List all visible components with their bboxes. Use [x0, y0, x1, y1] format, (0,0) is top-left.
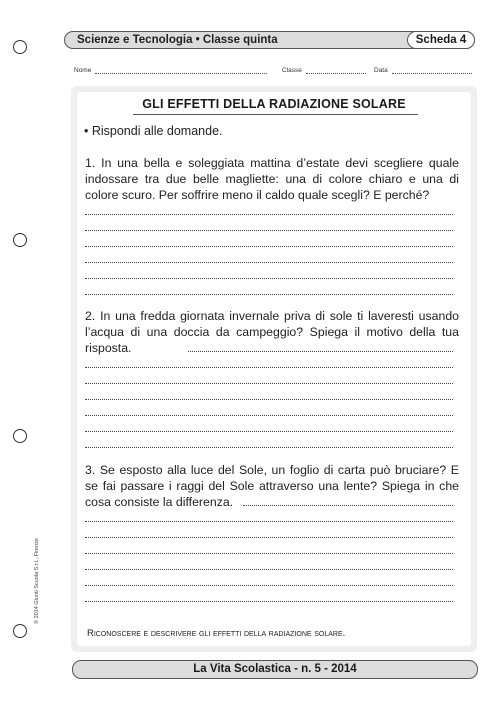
header-bar [64, 31, 475, 49]
answer-line[interactable] [85, 229, 453, 231]
question-number: 1. [85, 156, 96, 170]
binder-hole [13, 624, 27, 638]
answer-line[interactable] [85, 277, 453, 279]
answer-line[interactable] [85, 245, 453, 247]
question-2 [85, 308, 459, 356]
question-3 [85, 462, 459, 510]
learning-objective: Riconoscere e descrivere gli effetti della radiazione solare. [87, 628, 346, 639]
binder-hole [13, 40, 27, 54]
binder-hole [13, 233, 27, 247]
class-field[interactable] [282, 66, 366, 74]
answer-line[interactable] [85, 366, 453, 368]
question-text: Se esposto alla luce del Sole, un foglio di carta può bruciare? E se fai passare i raggi del Sole attraverso una lente? Spiega in che cosa consiste la differenza. [85, 463, 459, 509]
date-field[interactable] [374, 66, 472, 74]
answer-line[interactable] [85, 520, 453, 522]
answer-line[interactable] [85, 398, 453, 400]
footer-bar: La Vita Scolastica - n. 5 - 2014 [72, 660, 478, 679]
answer-line[interactable] [85, 261, 453, 263]
question-number: 3. [85, 463, 96, 477]
subject-title: Scienze e Tecnologia • Classe quinta [77, 34, 278, 46]
question-text: In una bella e soleggiata mattina d’estate devi scegliere quale indossare tra due belle magliette: una di colore chiaro e una di colore scuro. Per soffrire meno il caldo quale scegli? E perché? [85, 156, 460, 202]
answer-line[interactable] [85, 414, 453, 416]
answer-line[interactable] [85, 382, 453, 384]
answer-line[interactable] [85, 568, 453, 570]
question-number: 2. [85, 309, 96, 323]
name-label: Nome [74, 67, 92, 74]
instruction-text: • Rispondi alle domande. [84, 124, 223, 138]
title-underline [133, 114, 418, 115]
answer-line[interactable] [85, 213, 453, 215]
answer-line[interactable] [188, 350, 453, 352]
date-label: Data [374, 67, 388, 74]
answer-line[interactable] [243, 504, 453, 506]
answer-line[interactable] [85, 430, 453, 432]
name-field[interactable] [74, 66, 267, 74]
answer-line[interactable] [85, 536, 453, 538]
question-1 [85, 155, 459, 203]
answer-line[interactable] [85, 584, 453, 586]
class-label: Classe [282, 67, 302, 74]
worksheet-title: GLI EFFETTI DELLA RADIAZIONE SOLARE [142, 97, 406, 111]
question-text: In una fredda giornata invernale priva di sole ti laveresti usando l’acqua di una doccia da campeggio? Spiega il motivo della tua risposta. [85, 309, 459, 355]
answer-line[interactable] [85, 293, 453, 295]
binder-hole [13, 429, 27, 443]
answer-line[interactable] [85, 552, 453, 554]
student-fields [74, 66, 474, 78]
scheda-label: Scheda 4 [407, 31, 475, 49]
copyright-text: © 2014 Giunti Scuola S.r.l., Firenze [34, 538, 40, 624]
answer-line[interactable] [85, 600, 453, 602]
answer-line[interactable] [85, 446, 453, 448]
